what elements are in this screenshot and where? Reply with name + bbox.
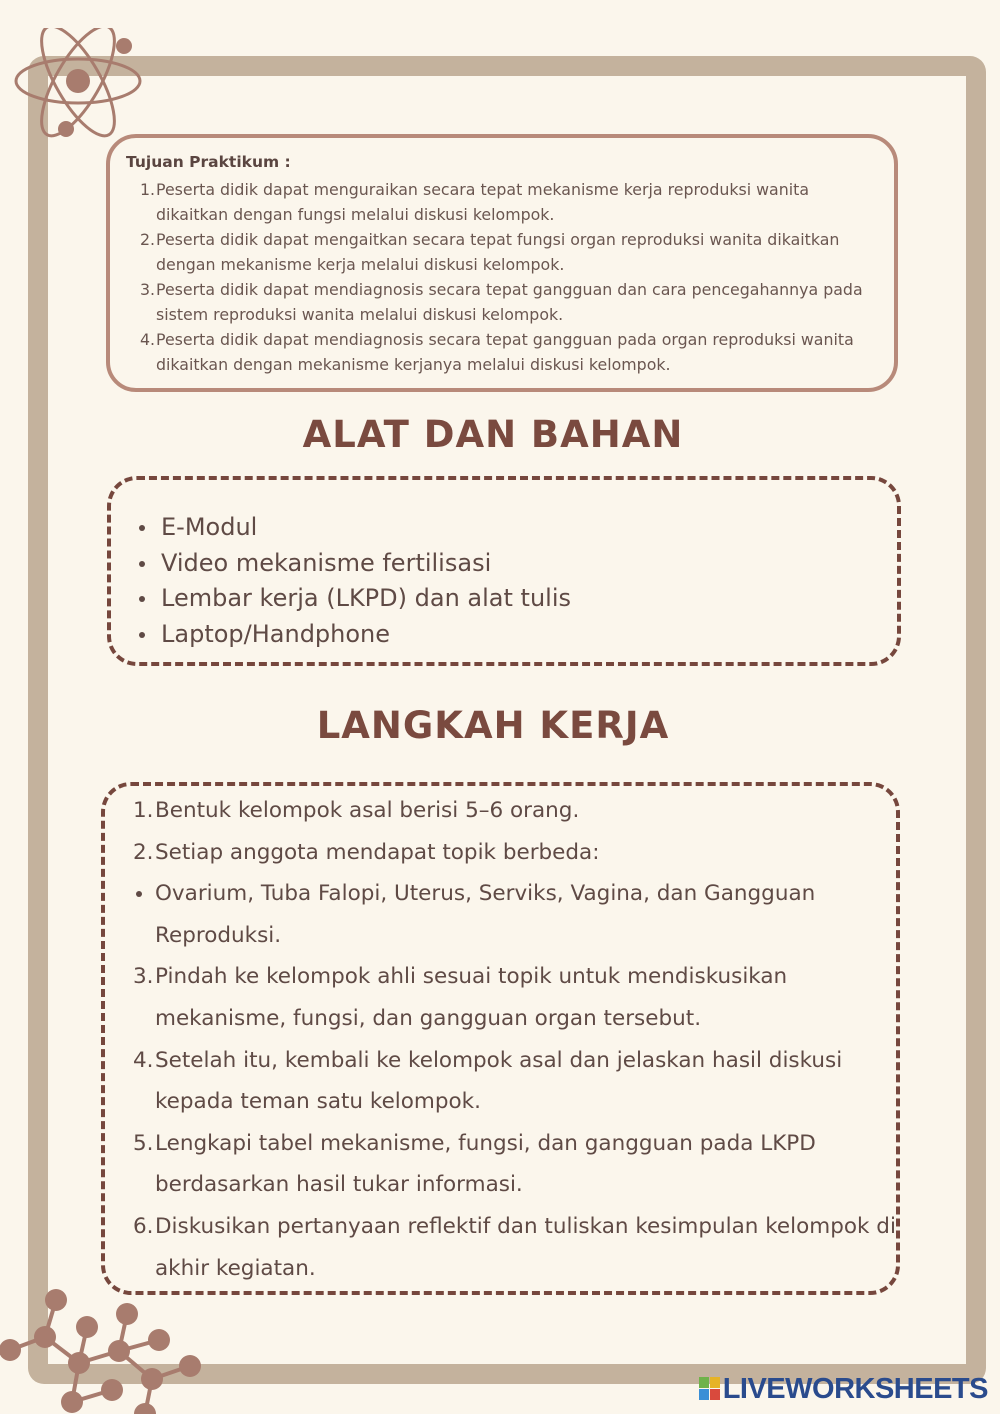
- tujuan-box: [106, 134, 898, 392]
- tujuan-title: Tujuan Praktikum :: [126, 153, 291, 171]
- brand-text: LIVEWORKSHEETS: [722, 1372, 988, 1405]
- liveworksheets-logo-icon: [699, 1377, 721, 1401]
- tujuan-item: 4. Peserta didik dapat mendiagnosis secara tepat gangguan pada organ reproduksi wanita dikaitkan dengan mekanisme kerjanya melalui diskusi kelompok.: [140, 330, 854, 374]
- alat-list: [135, 510, 571, 652]
- tujuan-list: [126, 177, 878, 377]
- langkah-item: 3. Pindah ke kelompok ahli sesuai topik untuk mendiskusikan mekanisme, fungsi, dan gangguan organ tersebut.: [133, 964, 788, 1031]
- alat-item: Video mekanisme fertilisasi: [135, 546, 571, 582]
- liveworksheets-brand[interactable]: [699, 1374, 988, 1404]
- alat-item: E-Modul: [135, 510, 571, 546]
- langkah-item: 4. Setelah itu, kembali ke kelompok asal dan jelaskan hasil diskusi kepada teman satu kelompok.: [133, 1047, 843, 1115]
- langkah-item: 5. Lengkapi tabel mekanisme, fungsi, dan gangguan pada LKPD berdasarkan hasil tukar informasi.: [133, 1130, 816, 1198]
- langkah-item: 2. Setiap anggota mendapat topik berbeda:: [133, 839, 600, 865]
- tujuan-item: 1. Peserta didik dapat menguraikan secara tepat mekanisme kerja reproduksi wanita dikaitkan dengan fungsi melalui diskusi kelompok.: [140, 180, 810, 224]
- alat-heading: ALAT DAN BAHAN: [302, 413, 684, 456]
- alat-item: Laptop/Handphone: [135, 617, 571, 653]
- tujuan-item: 2. Peserta didik dapat mengaitkan secara tepat fungsi organ reproduksi wanita dikaitkan dengan mekanisme kerja melalui diskusi kelompok.: [140, 230, 840, 274]
- langkah-heading: LANGKAH KERJA: [316, 704, 670, 747]
- molecule-icon: [0, 1285, 215, 1414]
- alat-box: [107, 476, 901, 666]
- tujuan-item: 3. Peserta didik dapat mendiagnosis secara tepat gangguan dan cara pencegahannya pada sistem reproduksi wanita melalui diskusi kelompok.: [140, 280, 863, 324]
- langkah-item: 1. Bentuk kelompok asal berisi 5–6 orang.: [133, 798, 580, 823]
- alat-item: Lembar kerja (LKPD) dan alat tulis: [135, 581, 571, 617]
- langkah-box: [101, 782, 900, 1295]
- langkah-list: [133, 790, 903, 1289]
- atom-icon: [10, 28, 150, 143]
- langkah-subitem: Ovarium, Tuba Falopi, Uterus, Serviks, Vagina, dan Gangguan Reproduksi.: [133, 873, 903, 956]
- langkah-item: 6. Diskusikan pertanyaan reflektif dan tuliskan kesimpulan kelompok di akhir kegiatan.: [133, 1213, 896, 1281]
